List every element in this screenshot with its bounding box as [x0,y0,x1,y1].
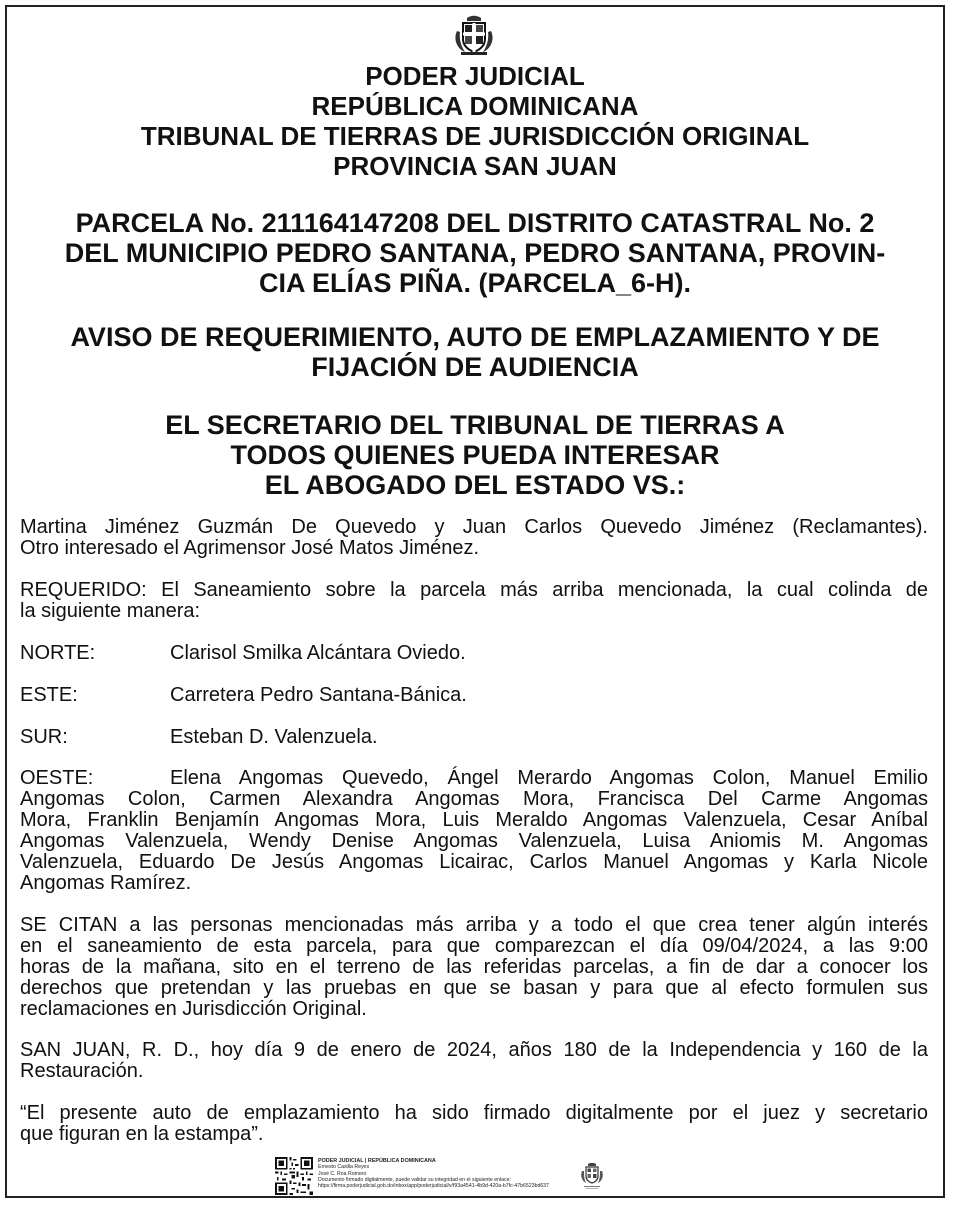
paragraph-line: Otro interesado el Agrimensor José Matos Jiménez. [20,537,480,559]
addressee-line: TODOS QUIENES PUEDA INTERESAR [230,440,720,470]
addressee-line: EL SECRETARIO DEL TRIBUNAL DE TIERRAS A [165,410,785,440]
paragraph-line: Martina Jiménez Guzmán De Quevedo y Juan Carlos Quevedo Jiménez (Reclamantes). [20,516,928,538]
paragraph-line: en el saneamiento de esta parcela, para que comparezcan el día 09/04/2024, a las 9:00 [20,935,928,957]
requerido-paragraph [20,580,928,622]
paragraph-line: SAN JUAN, R. D., hoy día 9 de enero de 2024, años 180 de la Independencia y 160 de la [20,1039,928,1061]
paragraph-line: derechos que pretendan y las pruebas en que se basan y para que al efecto formulen sus [20,977,928,999]
boundary-label: SUR: [20,726,68,748]
header-line: PROVINCIA SAN JUAN [333,151,617,181]
stamp-signer: Ernesto Casilla Reyes [318,1164,370,1171]
paragraph-line: “El presente auto de emplazamiento ha sido firmado digitalmente por el juez y secretario [20,1102,928,1124]
paragraph-line: Mora, Franklin Benjamín Angomas Mora, Luis Meraldo Angomas Valenzuela, Cesar Aníbal [20,809,928,831]
paragraph-line: la siguiente manera: [20,600,201,622]
oeste-neighbors [20,789,928,894]
boundary-value: Elena Angomas Quevedo, Ángel Merardo Angomas Colon, Manuel Emilio [170,767,928,789]
paragraph-line: REQUERIDO: El Saneamiento sobre la parcela más arriba mencionada, la cual colinda de [20,579,928,601]
boundary-oeste [20,768,928,789]
boundary-label: ESTE: [20,684,78,706]
stamp-url[interactable]: https://firma.poderjudicial.gob.do/inbox/app/poderjudicial/v/f93a4541-4b9d-420a-b7fc-47b6523bd637 [318,1183,550,1190]
stamp-signer: José C. Roa Romero [318,1170,367,1177]
coat-of-arms-icon [451,13,497,55]
boundary-value: Clarisol Smilka Alcántara Oviedo. [170,642,466,664]
notice-title [20,322,930,382]
addressee-heading [20,410,930,500]
parcel-title [20,208,930,298]
digital-signature-stamp [275,1157,605,1195]
paragraph-line: Angomas Colon, Carmen Alexandra Angomas Mora, Francisca Del Carme Angomas [20,788,928,810]
notice-title-line: FIJACIÓN DE AUDIENCIA [311,352,639,382]
boundary-value: Esteban D. Valenzuela. [170,726,378,748]
boundary-value: Carretera Pedro Santana-Bánica. [170,684,467,706]
signature-note [20,1103,928,1145]
parcel-title-line: PARCELA No. 211164147208 DEL DISTRITO CATASTRAL No. 2 [75,208,875,238]
parcel-title-line: CIA ELÍAS PIÑA. (PARCELA_6-H). [258,268,692,298]
dateline-paragraph [20,1040,928,1082]
stamp-text [318,1158,549,1189]
stamp-note: Documento firmado digitalmente, puede validar su integridad en el siguiente enlace: [318,1176,511,1183]
notice-title-line: AVISO DE REQUERIMIENTO, AUTO DE EMPLAZAMIENTO Y DE [70,322,880,352]
qr-code-icon[interactable] [275,1157,313,1195]
header-line: REPÚBLICA DOMINICANA [311,91,639,121]
header-line: TRIBUNAL DE TIERRAS DE JURISDICCIÓN ORIGINAL [140,121,810,151]
paragraph-line: SE CITAN a las personas mencionadas más arriba y a todo el que crea tener algún interés [20,914,928,936]
parcel-title-line: DEL MUNICIPIO PEDRO SANTANA, PEDRO SANTANA, PROVIN- [64,238,886,268]
court-header [20,61,930,181]
citation-paragraph [20,915,928,1020]
paragraph-line: reclamaciones en Jurisdicción Original. [20,998,367,1020]
paragraph-line: horas de la mañana, sito en el terreno de las referidas parcelas, a fin de dar a conocer los [20,956,928,978]
addressee-line: EL ABOGADO DEL ESTADO VS.: [264,470,686,500]
header-line: PODER JUDICIAL [365,61,585,91]
paragraph-line: Angomas Valenzuela, Wendy Denise Angomas Valenzuela, Luisa Aniomis M. Angomas [20,830,928,852]
paragraph-line: Angomas Ramírez. [20,872,192,894]
paragraph-line: Restauración. [20,1060,144,1082]
parties-paragraph [20,517,928,559]
stamp-org: PODER JUDICIAL | REPÚBLICA DOMINICANA [318,1158,436,1164]
poder-judicial-logo-icon [579,1161,605,1191]
boundary-label: OESTE: [20,767,94,789]
boundary-label: NORTE: [20,642,96,664]
paragraph-line: Valenzuela, Eduardo De Jesús Angomas Licairac, Carlos Manuel Angomas y Karla Nicole [20,851,928,873]
paragraph-line: que figuran en la estampa”. [20,1123,264,1145]
